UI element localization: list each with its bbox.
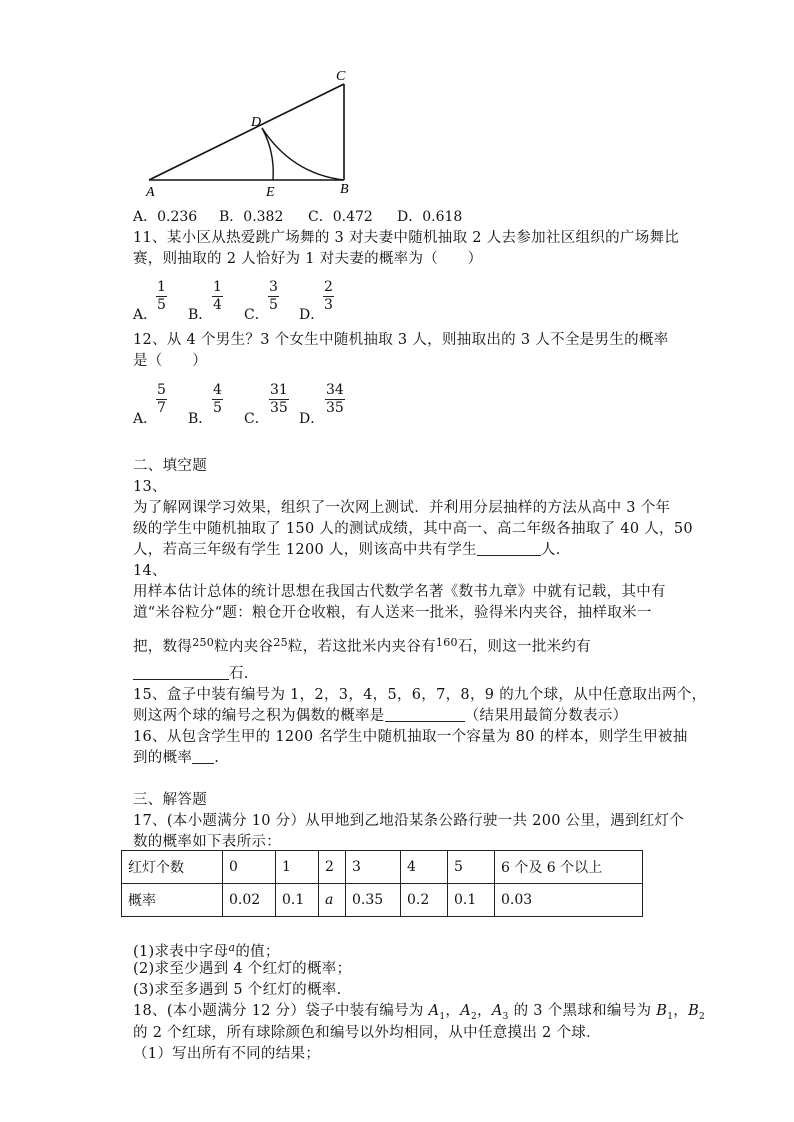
- q16-line-2-end: .: [214, 750, 220, 766]
- q13-line-1: 为了解网课学习效果，组织了一次网上测试．并利用分层抽样的方法从高中 3 个年: [133, 500, 671, 516]
- q12-letter-a: A．: [133, 411, 158, 427]
- q16-line-1: 16、从包含学生甲的 1200 名学生中随机抽取一个容量为 80 的样本，则学生甲被抽: [133, 729, 688, 745]
- q18-b2: B: [688, 1003, 700, 1019]
- arc-db: [262, 128, 344, 180]
- q10-option-c: C．0.472: [308, 209, 373, 225]
- numerator: 34: [326, 382, 344, 398]
- q14-text-1: 把，数得: [133, 639, 193, 655]
- q11-letter-d: D．: [299, 307, 325, 323]
- table-row: [122, 884, 643, 917]
- q17-s1-text: (1)求表中字母: [133, 944, 229, 960]
- q13-answer-blank: [477, 541, 541, 556]
- table-cell: 2: [319, 851, 346, 884]
- q18-sep-2: ，: [477, 1003, 492, 1019]
- q11-letter-b: B．: [188, 307, 213, 323]
- label-e: E: [266, 185, 275, 200]
- q12-fraction-d: [325, 382, 345, 417]
- table-cell: 5: [448, 851, 495, 884]
- q14-number-250: 250: [192, 636, 215, 649]
- q18-line-1-middle: 的 3 个黑球和编号为: [513, 1003, 652, 1019]
- table-cell: 红灯个数: [122, 851, 223, 884]
- q17-subquestion-3: (3)求至多遇到 5 个红灯的概率.: [133, 982, 342, 998]
- q18-b1: B: [656, 1003, 668, 1019]
- section-3-heading: 三、解答题: [133, 792, 207, 808]
- q14-answer-blank: [133, 665, 229, 680]
- denominator: 5: [157, 297, 166, 313]
- q15-answer-blank: [385, 707, 465, 722]
- q14-line-3: [133, 633, 591, 657]
- q11-letter-c: C．: [244, 307, 269, 323]
- q14-line-4: [133, 664, 249, 684]
- q14-line-4-text: 石.: [229, 666, 249, 682]
- denominator: 35: [326, 400, 344, 416]
- denominator: 3: [324, 297, 333, 313]
- section-2-heading: 二、填空题: [133, 458, 207, 474]
- q12-fraction-a: [156, 382, 167, 417]
- q18-line-3: （1）写出所有不同的结果；: [133, 1046, 321, 1062]
- q11-fraction-b: [212, 279, 223, 314]
- q17-s1-end: 的值；: [235, 944, 280, 960]
- q15-line-2-text: 则这两个球的编号之积为偶数的概率是: [133, 708, 385, 724]
- denominator: 5: [269, 297, 278, 313]
- q12-letter-c: C．: [244, 411, 269, 427]
- q12-line-1: 12、从 4 个男生？3 个女生中随机抽取 3 人，则抽取出的 3 人不全是男生的概率: [133, 332, 669, 348]
- table-cell: 6 个及 6 个以上: [495, 851, 643, 884]
- q18-line-1-text: 18、(本小题满分 12 分）袋子中装有编号为: [133, 1003, 424, 1019]
- triangle-figure: [0, 0, 794, 205]
- q14-number-25: 25: [273, 636, 288, 649]
- q18-b1-sub: 1: [667, 1011, 674, 1022]
- table-cell: 0.1: [276, 884, 319, 917]
- label-b: B: [340, 182, 349, 197]
- q14-text-4: 石，则这一批米约有: [457, 639, 592, 655]
- denominator: 5: [213, 400, 222, 416]
- table-cell: 4: [401, 851, 448, 884]
- q10-option-d: D．0.618: [397, 209, 463, 225]
- q13-number: 13、: [133, 479, 167, 495]
- q18-a3-sub: 3: [502, 1011, 509, 1022]
- q13-line-3: [133, 540, 571, 560]
- q18-sep-1: ，: [445, 1003, 461, 1019]
- q10-option-a: A．0.236: [133, 209, 198, 225]
- q18-line-2: 的 2 个红球，所有球除颜色和编号以外均相同，从中任意摸出 2 个球．: [133, 1025, 601, 1041]
- table-cell: 0.02: [223, 884, 276, 917]
- table-cell: 0.35: [346, 884, 401, 917]
- table-row: [122, 851, 643, 884]
- q16-line-2-text: 到的概率: [133, 750, 193, 766]
- label-a: A: [146, 185, 155, 200]
- table-cell: 3: [346, 851, 401, 884]
- q18-a3: A: [491, 1003, 503, 1019]
- q13-line-3-end: 人．: [540, 542, 571, 558]
- numerator: 5: [157, 382, 166, 398]
- q17-subquestion-2: (2)求至少遇到 4 个红灯的概率；: [133, 961, 352, 977]
- q12-letter-b: B．: [188, 411, 213, 427]
- q11-fraction-d: [323, 279, 334, 314]
- q11-line-2: 赛，则抽取的 2 人恰好为 1 对夫妻的概率为（ ）: [133, 251, 483, 267]
- table-cell: 0.1: [448, 884, 495, 917]
- q18-a1-sub: 1: [439, 1011, 446, 1022]
- q13-line-3-text: 人，若高三年级有学生 1200 人，则该高中共有学生: [133, 542, 477, 558]
- table-cell: 0.03: [495, 884, 643, 917]
- q18-sep-3: ，: [673, 1003, 689, 1019]
- table-cell: 0.2: [401, 884, 448, 917]
- q16-answer-blank: [192, 749, 214, 764]
- q15-line-2-end: （结果用最简分数表示）: [464, 708, 628, 724]
- q18-a2-sub: 2: [471, 1011, 478, 1022]
- numerator: 3: [269, 279, 278, 295]
- q15-line-2: [133, 706, 627, 726]
- q10-option-b: B．0.382: [219, 209, 284, 225]
- q16-line-2: [133, 748, 219, 768]
- q14-number-160: 160: [435, 636, 458, 649]
- q12-letter-d: D．: [299, 411, 325, 427]
- table-cell: a: [319, 884, 346, 917]
- q14-line-2: 道“米谷粒分“题：粮仓开仓收粮，有人送来一批米，验得米内夹谷，抽样取米一: [133, 605, 652, 621]
- red-light-probability-table: [121, 850, 643, 917]
- numerator: 31: [270, 382, 288, 398]
- denominator: 4: [213, 297, 222, 313]
- q14-line-1: 用样本估计总体的统计思想在我国古代数学名著《数书九章》中就有记载，其中有: [133, 584, 666, 600]
- table-cell: 概率: [122, 884, 223, 917]
- table-cell: 0: [223, 851, 276, 884]
- q11-line-1: 11、某小区从热爱跳广场舞的 3 对夫妻中随机抽取 2 人去参加社区组织的广场舞比: [133, 230, 680, 246]
- numerator: 4: [213, 382, 222, 398]
- q17-s1-variable: a: [228, 941, 236, 954]
- label-d: D: [251, 115, 262, 130]
- numerator: 1: [213, 279, 222, 295]
- denominator: 35: [270, 400, 288, 416]
- q12-fraction-b: [212, 382, 223, 417]
- numerator: 1: [157, 279, 166, 295]
- q11-fraction-a: [156, 279, 167, 314]
- q17-line-1: 17、(本小题满分 10 分）从甲地到乙地沿某条公路行驶一共 200 公里，遇到红灯个: [133, 813, 685, 829]
- segment-ac: [149, 84, 344, 180]
- q18-a2: A: [460, 1003, 472, 1019]
- q18-a1: A: [428, 1003, 440, 1019]
- q13-line-2: 级的学生中随机抽取了 150 人的测试成绩，其中高一、高二年级各抽取了 40 人，50: [133, 521, 693, 537]
- q11-fraction-c: [268, 279, 279, 314]
- numerator: 2: [324, 279, 333, 295]
- table-cell: 1: [276, 851, 319, 884]
- q18-b2-sub: 2: [699, 1011, 706, 1022]
- denominator: 7: [157, 400, 166, 416]
- q12-fraction-c: [269, 382, 289, 417]
- q17-line-2: 数的概率如下表所示：: [133, 834, 281, 850]
- q15-line-1: 15、盒子中装有编号为 1，2，3，4，5，6，7，8，9 的九个球，从中任意取出两个，: [133, 687, 707, 703]
- q11-letter-a: A．: [133, 307, 158, 323]
- label-c: C: [336, 69, 346, 84]
- q14-number: 14、: [133, 563, 167, 579]
- q14-text-3: 粒，若这批米内夹谷有: [287, 639, 436, 655]
- q14-text-2: 粒内夹谷: [214, 639, 274, 655]
- q12-line-2: 是（ ）: [133, 353, 207, 369]
